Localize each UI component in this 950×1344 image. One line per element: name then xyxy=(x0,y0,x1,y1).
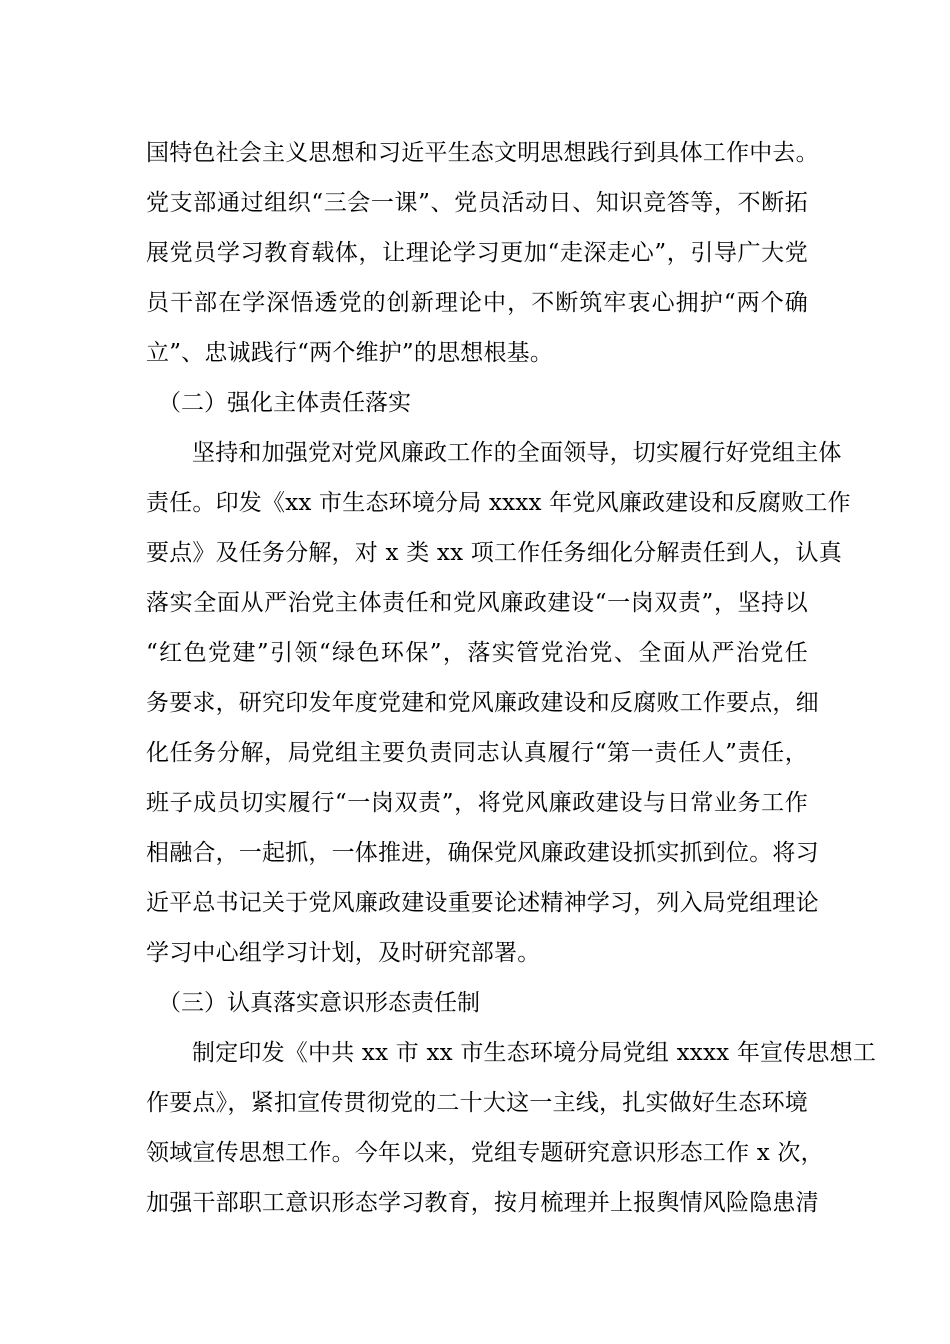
text-line: 坚持和加强党对党风廉政工作的全面领导，切实履行好党组主体 xyxy=(192,440,842,466)
text-line: 国特色社会主义思想和习近平生态文明思想践行到具体工作中去。 xyxy=(146,140,819,166)
text-line: 制定印发《中共 xx 市 xx 市生态环境分局党组 xxxx 年宣传思想工 xyxy=(192,1040,877,1066)
text-line: 近平总书记关于党风廉政建设重要论述精神学习，列入局党组理论 xyxy=(146,890,819,916)
text-line: 责任。印发《xx 市生态环境分局 xxxx 年党风廉政建设和反腐败工作 xyxy=(146,490,851,516)
text-line: 领域宣传思想工作。今年以来，党组专题研究意识形态工作 x 次， xyxy=(146,1140,824,1166)
text-line: 班子成员切实履行“一岗双责”，将党风廉政建设与日常业务工作 xyxy=(146,790,808,816)
text-line: 要点》及任务分解，对 x 类 xx 项工作任务细化分解责任到人，认真 xyxy=(146,540,842,566)
text-line: 加强干部职工意识形态学习教育，按月梳理并上报舆情风险隐患清 xyxy=(146,1190,819,1216)
paragraph-3 xyxy=(146,1028,877,1228)
section-heading: （三）认真落实意识形态责任制 xyxy=(158,990,480,1016)
paragraph-1 xyxy=(146,128,819,378)
text-line: “红色党建”引领“绿色环保”，落实管党治党、全面从严治党任 xyxy=(146,640,808,666)
text-line: 务要求，研究印发年度党建和党风廉政建设和反腐败工作要点，细 xyxy=(146,690,819,716)
document-page xyxy=(146,128,877,1228)
paragraph-2 xyxy=(146,428,851,978)
text-line: 化任务分解，局党组主要负责同志认真履行“第一责任人”责任， xyxy=(146,740,808,766)
text-line: 党支部通过组织“三会一课”、党员活动日、知识竞答等，不断拓 xyxy=(146,190,808,216)
text-line: 员干部在学深悟透党的创新理论中，不断筑牢衷心拥护“两个确 xyxy=(146,290,808,316)
text-line: 相融合，一起抓，一体推进，确保党风廉政建设抓实抓到位。将习 xyxy=(146,840,819,866)
text-line: 立”、忠诚践行“两个维护”的思想根基。 xyxy=(146,340,554,366)
text-line: 展党员学习教育载体，让理论学习更加“走深走心”，引导广大党 xyxy=(146,240,808,266)
text-line: 学习中心组学习计划，及时研究部署。 xyxy=(146,940,541,966)
text-line: 作要点》，紧扣宣传贯彻党的二十大这一主线，扎实做好生态环境 xyxy=(146,1090,808,1116)
text-line: 落实全面从严治党主体责任和党风廉政建设“一岗双责”，坚持以 xyxy=(146,590,808,616)
section-heading: （二）强化主体责任落实 xyxy=(158,390,411,416)
